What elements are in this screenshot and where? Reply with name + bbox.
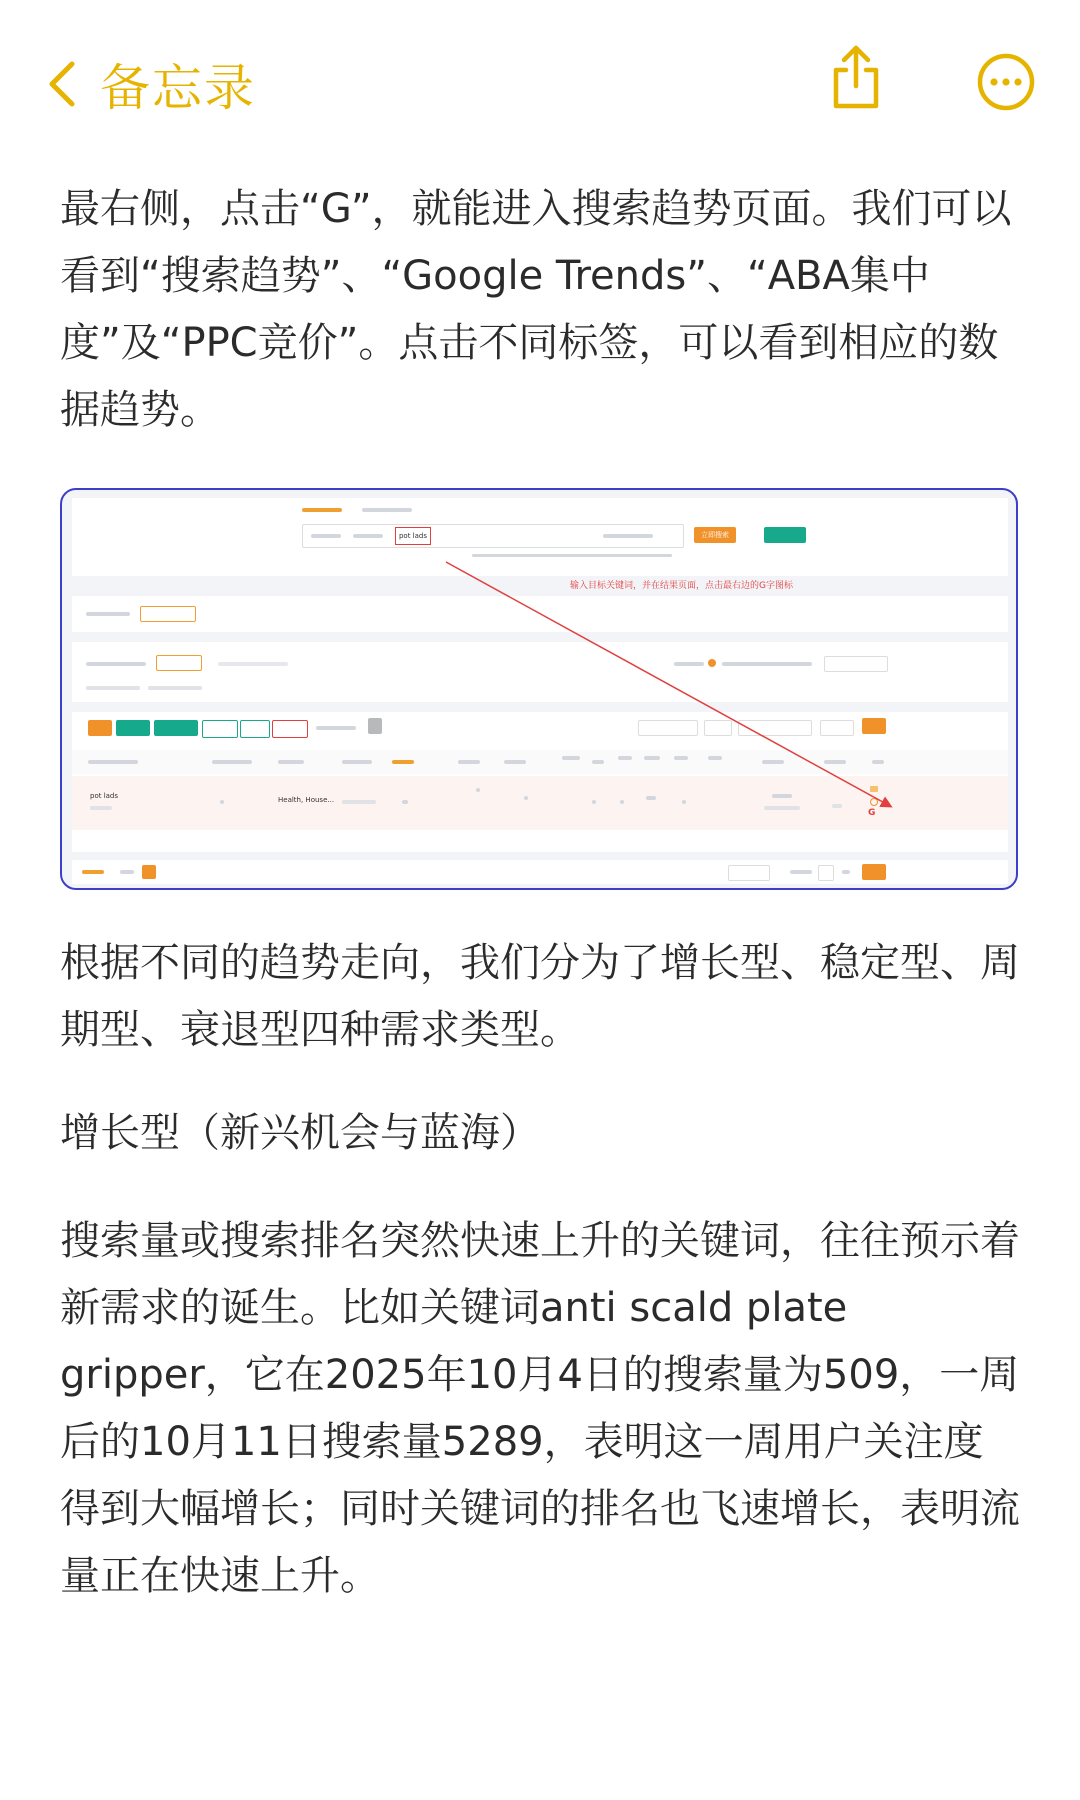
navigation-bar [0, 0, 1080, 150]
chevron-left-icon [42, 58, 82, 110]
paragraph-intro: 最右侧，点击“G”，就能进入搜索趋势页面。我们可以看到“搜索趋势”、“Google Trends”、“ABA集中度”及“PPC竞价”。点击不同标签，可以看到相应的数据趋势。 [60, 186, 1012, 433]
g-trend-icon: G [868, 808, 876, 818]
row-category: Health, House... [278, 796, 335, 804]
row-keyword: pot lads [90, 792, 119, 800]
embedded-screenshot [60, 488, 1018, 890]
share-icon[interactable] [826, 42, 886, 112]
search-button: 立即搜索 [694, 527, 736, 543]
back-label: 备忘录 [100, 59, 256, 117]
section-heading-growth: 增长型（新兴机会与蓝海） [60, 1110, 540, 1156]
annotation-text: 输入目标关键词，并在结果页面，点击最右边的G字图标 [570, 581, 793, 591]
paragraph-growth-example: 搜索量或搜索排名突然快速上升的关键词，往往预示着新需求的诞生。比如关键词anti scald plate gripper，它在2025年10月4日的搜索量为509，一周后的10月11日搜索量5289，表明这一周用户关注度得到大幅增长；同时关键词的排名也飞速增长，表明流量正在快速上升。 [60, 1218, 1020, 1599]
paragraph-demand-types: 根据不同的趋势走向，我们分为了增长型、稳定型、周期型、衰退型四种需求类型。 [60, 940, 1020, 1053]
annotation-arrow [62, 490, 1018, 890]
more-icon[interactable] [976, 52, 1036, 112]
back-button[interactable] [42, 48, 256, 120]
keyword-input: pot lads [395, 527, 431, 545]
